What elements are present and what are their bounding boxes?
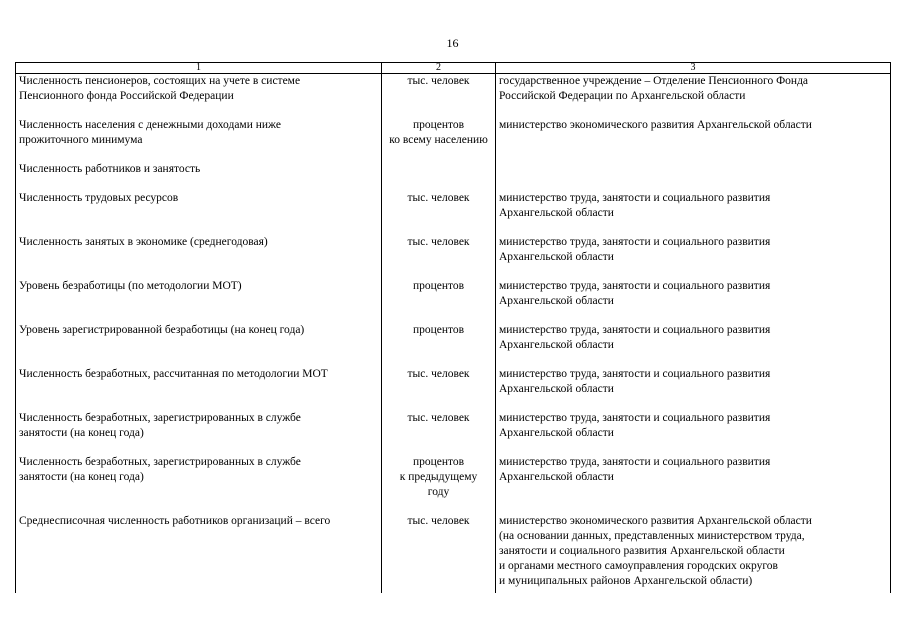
source-cell bbox=[496, 74, 891, 119]
indicator-cell bbox=[16, 74, 382, 119]
source-cell bbox=[496, 367, 891, 411]
unit-text-line: процентов bbox=[412, 324, 465, 336]
source-cell bbox=[496, 118, 891, 162]
table-row bbox=[16, 514, 891, 593]
source-cell bbox=[496, 235, 891, 279]
indicator-cell bbox=[16, 455, 382, 514]
indicator-cell bbox=[16, 235, 382, 279]
indicators-table bbox=[15, 62, 891, 593]
unit-text-line: тыс. человек bbox=[407, 192, 470, 204]
indicator-text-line: Уровень безработицы (по методологии МОТ) bbox=[19, 280, 242, 292]
source-text-line: Архангельской области bbox=[499, 383, 614, 395]
table-row bbox=[16, 74, 891, 119]
source-text-line: министерство труда, занятости и социального развития bbox=[499, 456, 771, 468]
column-header-1: 1 bbox=[16, 63, 382, 74]
unit-cell bbox=[382, 235, 496, 279]
indicator-text-line: Численность безработных, зарегистрированных в службе bbox=[19, 456, 301, 468]
unit-cell bbox=[382, 118, 496, 162]
source-text-line: министерство экономического развития Архангельской области bbox=[499, 515, 812, 527]
source-cell bbox=[496, 323, 891, 367]
unit-text-line: процентов bbox=[412, 119, 465, 131]
unit-text-line: тыс. человек bbox=[407, 515, 470, 527]
source-text-line: государственное учреждение – Отделение Пенсионного Фонда bbox=[499, 75, 809, 87]
indicator-text-line: Уровень зарегистрированной безработицы (на конец года) bbox=[19, 324, 305, 336]
indicator-text-line: Численность работников и занятость bbox=[19, 163, 201, 175]
source-cell bbox=[496, 191, 891, 235]
indicator-text-line: занятости (на конец года) bbox=[19, 427, 144, 439]
indicator-text-line: Численность занятых в экономике (среднегодовая) bbox=[19, 236, 268, 248]
table-row bbox=[16, 118, 891, 162]
indicator-cell bbox=[16, 411, 382, 455]
table-row bbox=[16, 279, 891, 323]
source-text-line: занятости и социального развития Архангельской области bbox=[499, 545, 785, 557]
unit-text-line: тыс. человек bbox=[407, 75, 470, 87]
table-body bbox=[16, 74, 891, 594]
source-text-line: и органами местного самоуправления городских округов bbox=[499, 560, 778, 572]
source-text-line: Архангельской области bbox=[499, 251, 614, 263]
unit-cell bbox=[382, 74, 496, 119]
unit-text-line: году bbox=[427, 486, 450, 498]
unit-cell bbox=[382, 279, 496, 323]
indicator-text-line: Среднесписочная численность работников организаций – всего bbox=[19, 515, 331, 527]
indicator-cell bbox=[16, 162, 382, 191]
source-cell bbox=[496, 514, 891, 593]
unit-cell bbox=[382, 162, 496, 191]
unit-cell bbox=[382, 323, 496, 367]
source-text-line: и муниципальных районов Архангельской области) bbox=[499, 575, 753, 587]
table-row bbox=[16, 191, 891, 235]
column-header-3: 3 bbox=[496, 63, 891, 74]
source-cell bbox=[496, 455, 891, 514]
table-row bbox=[16, 411, 891, 455]
page-number: 16 bbox=[446, 36, 459, 50]
source-cell bbox=[496, 162, 891, 191]
source-cell bbox=[496, 279, 891, 323]
indicator-cell bbox=[16, 514, 382, 593]
source-text-line: Российской Федерации по Архангельской области bbox=[499, 90, 746, 102]
unit-text-line: тыс. человек bbox=[407, 368, 470, 380]
source-text-line: Архангельской области bbox=[499, 339, 614, 351]
table-row bbox=[16, 235, 891, 279]
unit-cell bbox=[382, 411, 496, 455]
source-text-line: Архангельской области bbox=[499, 207, 614, 219]
source-text-line: министерство труда, занятости и социального развития bbox=[499, 280, 771, 292]
unit-cell bbox=[382, 514, 496, 593]
indicator-text-line: Пенсионного фонда Российской Федерации bbox=[19, 90, 234, 102]
unit-text-line: к предыдущему bbox=[399, 471, 478, 483]
table-row bbox=[16, 162, 891, 191]
unit-text-line: процентов bbox=[412, 456, 465, 468]
table-header bbox=[16, 63, 891, 74]
unit-text-line: тыс. человек bbox=[407, 412, 470, 424]
indicator-text-line: Численность пенсионеров, состоящих на учете в системе bbox=[19, 75, 301, 87]
source-text-line: министерство экономического развития Архангельской области bbox=[499, 119, 812, 131]
indicator-cell bbox=[16, 191, 382, 235]
indicator-text-line: Численность трудовых ресурсов bbox=[19, 192, 179, 204]
unit-cell bbox=[382, 367, 496, 411]
source-text-line: (на основании данных, представленных министерством труда, bbox=[499, 530, 805, 542]
indicator-text-line: прожиточного минимума bbox=[19, 134, 143, 146]
unit-text-line: ко всему населению bbox=[389, 134, 488, 146]
table-row bbox=[16, 323, 891, 367]
table-row bbox=[16, 455, 891, 514]
indicator-text-line: Численность безработных, рассчитанная по методологии МОТ bbox=[19, 368, 328, 380]
source-text-line: Архангельской области bbox=[499, 471, 614, 483]
unit-text-line: процентов bbox=[412, 280, 465, 292]
source-text-line: Архангельской области bbox=[499, 295, 614, 307]
source-text-line: министерство труда, занятости и социального развития bbox=[499, 236, 771, 248]
source-text-line: министерство труда, занятости и социального развития bbox=[499, 412, 771, 424]
source-text-line: министерство труда, занятости и социального развития bbox=[499, 368, 771, 380]
indicator-text-line: занятости (на конец года) bbox=[19, 471, 144, 483]
indicator-cell bbox=[16, 323, 382, 367]
source-text-line: министерство труда, занятости и социального развития bbox=[499, 192, 771, 204]
indicator-cell bbox=[16, 367, 382, 411]
indicator-text-line: Численность безработных, зарегистрированных в службе bbox=[19, 412, 301, 424]
column-number-row bbox=[16, 63, 891, 74]
source-cell bbox=[496, 411, 891, 455]
unit-cell bbox=[382, 191, 496, 235]
indicator-text-line: Численность населения с денежными доходами ниже bbox=[19, 119, 281, 131]
column-header-2: 2 bbox=[382, 63, 496, 74]
unit-cell bbox=[382, 455, 496, 514]
table-row bbox=[16, 367, 891, 411]
indicator-cell bbox=[16, 118, 382, 162]
unit-text-line: тыс. человек bbox=[407, 236, 470, 248]
indicator-cell bbox=[16, 279, 382, 323]
source-text-line: Архангельской области bbox=[499, 427, 614, 439]
source-text-line: министерство труда, занятости и социального развития bbox=[499, 324, 771, 336]
